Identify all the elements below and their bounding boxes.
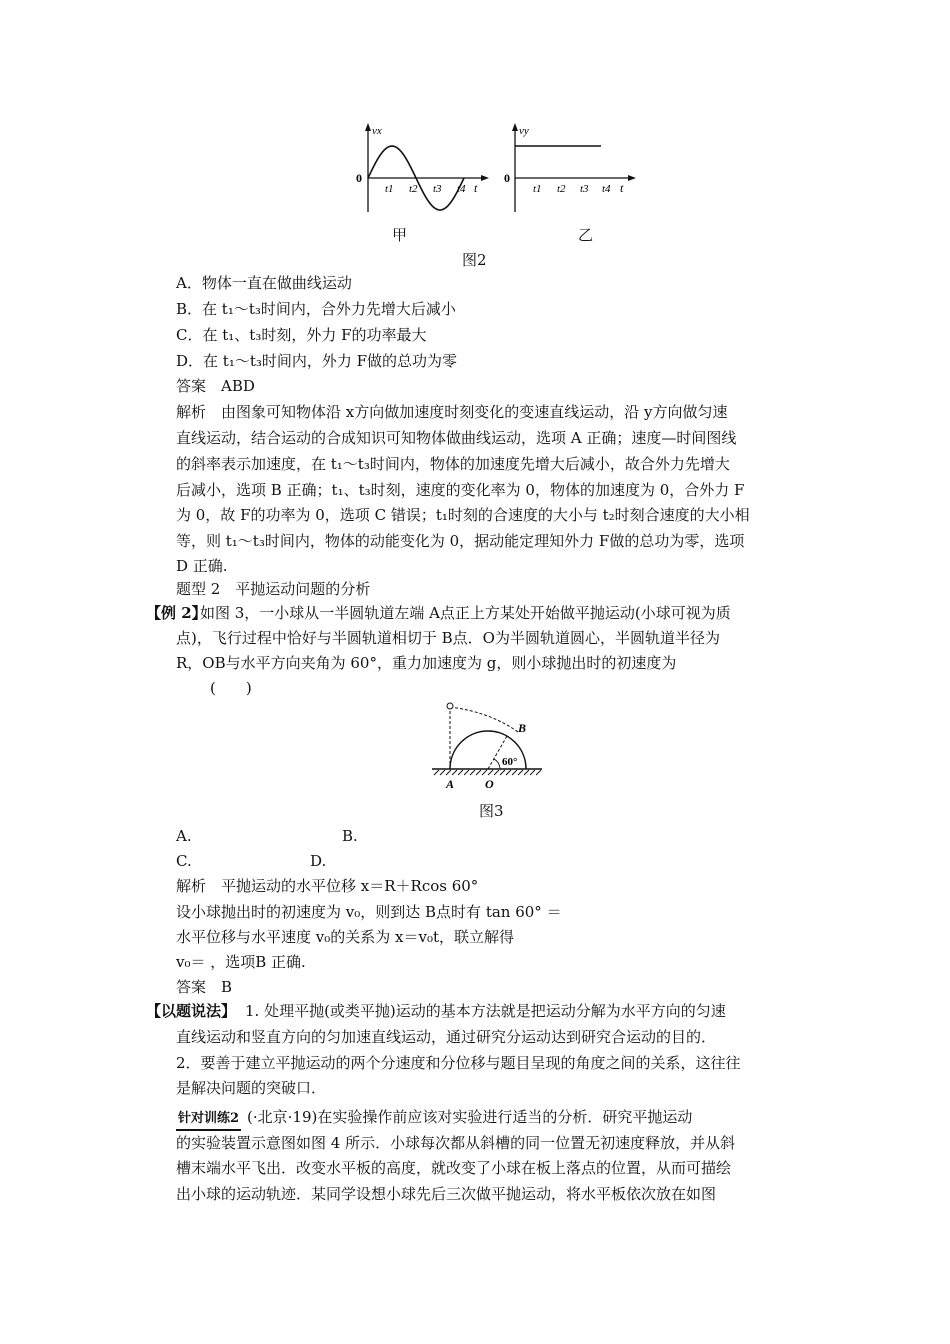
q1-analysis-line-7: D 正确. — [176, 557, 228, 575]
example2-bracket: ( ) — [210, 679, 252, 697]
figure3-caption: 图3 — [479, 802, 504, 820]
figure2-graph-yi — [500, 120, 640, 220]
training2-first-line — [176, 1107, 692, 1131]
section2-title: 题型 2 平抛运动问题的分析 — [176, 580, 371, 598]
figure3-label-b: B — [518, 721, 527, 735]
jia-y-axis-label: vx — [372, 125, 382, 137]
q1-option-c: C．在 t₁、t₃时刻，外力 F的功率最大 — [176, 326, 427, 344]
yi-y-axis-label: vy — [519, 125, 529, 137]
example2-tag: 【例 2】 — [146, 604, 207, 622]
example2-option-a: A. — [176, 827, 192, 845]
q1-option-b: B．在 t₁～t₃时间内，合外力先增大后减小 — [176, 300, 456, 318]
q1-answer: 答案 ABD — [176, 377, 255, 395]
summary-line-4: 是解决问题的突破口． — [176, 1079, 327, 1097]
q1-analysis-line-6: 等，则 t₁～t₃时间内，物体的动能变化为 0，据动能定理知外力 F做的总功为零，选项 — [176, 532, 745, 550]
q1-analysis-line-4: 后减小，选项 B 正确；t₁、t₃时刻，速度的变化率为 0，物体的加速度为 0，合外力 F — [176, 481, 745, 499]
example2-option-d: D. — [310, 852, 327, 870]
figure2-graph-jia — [350, 120, 490, 220]
graph-yi-caption: 乙 — [578, 226, 594, 244]
example2-line-1: 如图 3，一小球从一半圆轨道左端 A点正上方某处开始做平抛运动(小球可视为质 — [200, 604, 731, 622]
yi-origin-label: 0 — [504, 171, 510, 185]
q1-analysis-line-2: 直线运动，结合运动的合成知识可知物体做曲线运动，选项 A 正确；速度—时间图线 — [176, 429, 737, 447]
training2-line-4: 出小球的运动轨迹．某同学设想小球先后三次做平抛运动，将水平板依次放在如图 — [176, 1185, 717, 1203]
example2-analysis-line-4: v₀＝ ，选项B 正确. — [176, 953, 306, 971]
yi-x-axis-label: t — [620, 181, 624, 195]
figure3-label-o: O — [485, 777, 494, 791]
example2-answer: 答案 B — [176, 978, 233, 996]
q1-analysis-line-5: 为 0，故 F的功率为 0，选项 C 错误；t₁时刻的合速度的大小与 t₂时刻合速度的大小相 — [176, 506, 750, 524]
example2-analysis-line-3: 水平位移与水平速度 v₀的关系为 x＝v₀t，联立解得 — [176, 928, 515, 946]
example2-line-3: R，OB与水平方向夹角为 60°，重力加速度为 g，则小球抛出时的初速度为 — [176, 654, 677, 672]
training2-badge: 针对训练2 — [176, 1109, 241, 1131]
yi-tick-t2: t2 — [557, 183, 566, 195]
jia-origin-label: 0 — [356, 171, 362, 185]
example2-option-b: B. — [342, 827, 358, 845]
q1-option-a: A．物体一直在做曲线运动 — [176, 274, 352, 292]
q1-analysis-line-3: 的斜率表示加速度，在 t₁～t₃时间内，物体的加速度先增大后减小，故合外力先增大 — [176, 455, 730, 473]
yi-tick-t4: t4 — [602, 183, 611, 195]
q1-analysis-line-1: 解析 由图象可知物体沿 x方向做加速度时刻变化的变速直线运动，沿 y方向做匀速 — [176, 403, 728, 421]
example2-line-2: 点)，飞行过程中恰好与半圆轨道相切于 B点．O为半圆轨道圆心，半圆轨道半径为 — [176, 629, 720, 647]
jia-tick-t2: t2 — [409, 183, 418, 195]
q1-option-d: D．在 t₁～t₃时间内，外力 F做的总功为零 — [176, 352, 458, 370]
training2-line-3: 槽末端水平飞出．改变水平板的高度，就改变了小球在板上落点的位置，从而可描绘 — [176, 1159, 732, 1177]
jia-x-axis-label: t — [474, 181, 478, 195]
yi-tick-t3: t3 — [580, 183, 589, 195]
example2-option-c: C. — [176, 852, 192, 870]
summary-line-3: 2．要善于建立平抛运动的两个分速度和分位移与题目呈现的角度之间的关系，这往往 — [176, 1054, 741, 1072]
figure3-angle-label: 60° — [502, 756, 518, 768]
jia-tick-t3: t3 — [433, 183, 442, 195]
example2-analysis-line-1: 解析 平抛运动的水平位移 x＝R＋Rcos 60° — [176, 877, 479, 895]
figure3-diagram — [430, 698, 550, 792]
figure2-caption: 图2 — [462, 251, 487, 269]
yi-tick-t1: t1 — [533, 183, 542, 195]
training2-line-2: 的实验装置示意图如图 4 所示．小球每次都从斜槽的同一位置无初速度释放，并从斜 — [176, 1134, 736, 1152]
summary-tag: 【以题说法】 — [146, 1002, 237, 1020]
jia-tick-t4: t4 — [457, 183, 466, 195]
figure3-label-a: A — [446, 777, 455, 791]
training2-line-1: (·北京·19)在实验操作前应该对实验进行适当的分析．研究平抛运动 — [247, 1108, 693, 1126]
graph-jia-caption: 甲 — [392, 226, 408, 244]
example2-analysis-line-2: 设小球抛出时的初速度为 v₀，则到达 B点时有 tan 60° ＝ — [176, 903, 562, 921]
summary-line-2: 直线运动和竖直方向的匀加速直线运动，通过研究分运动达到研究合运动的目的． — [176, 1028, 717, 1046]
jia-tick-t1: t1 — [385, 183, 394, 195]
summary-line-1: 1. 处理平抛(或类平抛)运动的基本方法就是把运动分解为水平方向的匀速 — [245, 1002, 726, 1020]
